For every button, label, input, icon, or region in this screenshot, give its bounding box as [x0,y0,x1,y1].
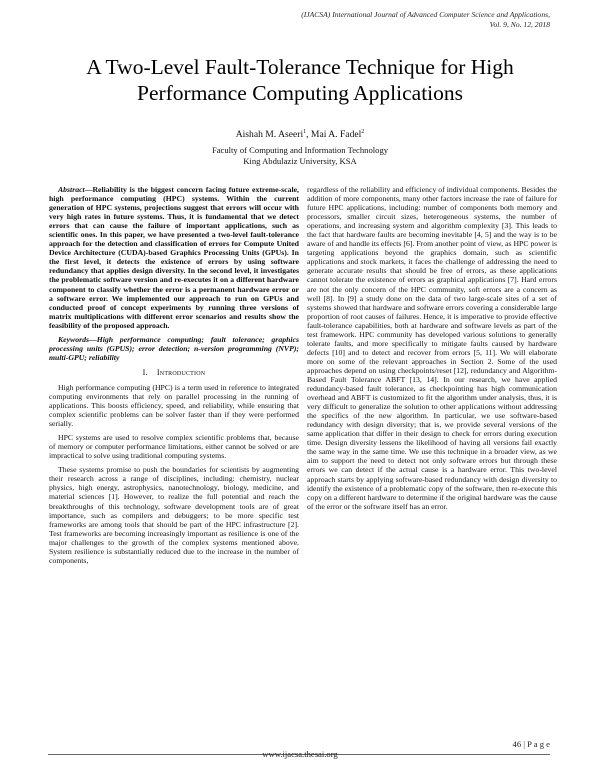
journal-header-line2: Vol. 9, No. 12, 2018 [489,20,550,29]
page-number: 46 [512,739,522,749]
author-list [100,129,500,141]
journal-header-line1: (IJACSA) International Journal of Advanced Computer Science and Applications, [301,10,550,19]
page-separator: | [521,739,528,749]
journal-url[interactable]: www.ijacsa.thesai.org [262,749,338,759]
section-title: Introduction [156,367,206,377]
author-1: Aishah M. Aseeri [235,129,304,140]
journal-header [150,10,550,30]
author-1-affiliation-mark: 1 [303,128,307,135]
abstract-label: Abstract [58,185,85,194]
abstract-text: Reliability is the biggest concern facing future extreme-scale, high performance computing (HPC) systems. Within the current generation of HPC systems, projections suggest that errors will occur with very high rates in future systems. Thus, it is fundamental that we detect errors that can cause the failure of important applications, such as scientific ones. In this paper, we have presented a two-level fault-tolerance approach for the detection and classification of errors for Compute United Device Architecture (CUDA)-based Graphics Processing Units (GPUs). In the first level, it detects the existence of errors by using software redundancy that applies design diversity. In the second level, it investigates the problematic software version and re-executes it on a different hardware component to classify whether the error is a permanent hardware error or a software error. We implemented our approach to run on GPUs and conducted proof of concept experiments by running three versions of matrix multiplications with different error scenarios and results show the feasibility of the proposed approach. [49,185,299,330]
page-number-label [450,739,550,749]
right-column [307,185,557,516]
keywords-text: High performance computing; fault tolerance; graphics processing units (GPUS); error detection; n-version programming (NVP); multi-GPU; reliability [49,334,299,362]
abstract-dash: — [84,185,93,194]
affiliation [100,145,500,167]
paper-title [40,54,560,106]
author-separator: , [306,129,311,140]
intro-paragraph-continued: regardless of the reliability and efficiency of individual components. Besides the addition of more components, many other factors increase the rate of failure for future HPC applications, including: number of components both memory and processors, smaller circuit sizes, heterogeneous systems, the number of operations, and increasing system and algorithm complexity [3]. This leads to the fact that hardware faults are becoming inevitable [4, 5] and the way is to be aware of and handle its effects [6]. From another point of view, as HPC power is targeting applications beyond the graphics domain, such as scientific applications and stock markets, it faces the challenge of addressing the need to generate accurate results that should be free of errors, as these applications cannot tolerate the existence of errors as graphical applications [7]. Hard errors are not the only concern of the HPC community, soft errors are a concern as well [8]. In [9] a study done on the data of two large-scale sites of a set of systems showed that hardware and software errors covering a considerable large proportion of root causes of failures. Hence, it is imperative to provide effective fault-tolerance capabilities, both at hardware and software levels as part of the test framework. HPC community has developed various solutions to generally tolerate faults, and more specifically to mitigate faults caused by hardware defects [10] and to detect and recover from errors [5, 11]. We will elaborate more on some of the relevant approaches in Section 2. Some of the used approaches depend on using checkpoints/reset [12], redundancy and Algorithm-Based Fault Tolerance ABFT [13, 14]. In our research, we have applied redundancy-based fault tolerance, as checkpointing has high communication overhead and ABFT is customized to fit the algorithm under analysis, thus, it is very difficult to generalize the solution to other applications without addressing the specifics of the new algorithm. In particular, we use software-based redundancy with design diversity; that is, we provide several versions of the same application that differ in their design to check for errors during execution time. Design diversity lessens the likelihood of having all versions fail exactly the same way in the same time. We use this technique in a broader view, as we aim to support the need to detect not only software errors but through these errors we can detect if the actual cause is a hardware error. This two-level approach starts by applying software-based redundancy with design diversity to identify the existence of a problematic copy of the software, then re-execute this copy on a different hardware to determine if the original hardware was the cause of the error or the software itself has an error. [307,185,557,511]
affiliation-line1: Faculty of Computing and Information Technology [211,145,389,155]
keywords-dash: — [89,334,97,344]
paper-title-line1: A Two-Level Fault-Tolerance Technique for High [86,55,514,79]
keywords-label: Keywords [58,334,89,344]
keywords [49,335,299,362]
abstract [49,185,299,330]
author-2: Mai A. Fadel [310,129,362,140]
author-2-affiliation-mark: 2 [361,128,365,135]
section-number: I. [142,367,148,377]
section-heading-introduction [49,368,299,377]
affiliation-line2: King Abdulaziz University, KSA [243,156,357,166]
intro-paragraph-2: HPC systems are used to resolve complex scientific problems that, because of memory or computer performance limitations, either cannot be solved or are impractical to solve using traditional computing systems. [49,433,299,461]
paper-title-line2: Performance Computing Applications [136,81,464,105]
left-column [49,185,299,570]
intro-paragraph-3: These systems promise to push the boundaries for scientists by augmenting their research across a range of disciplines, including: chemistry, nuclear physics, high energy, astrophysics, nanotechnology, biology, medicine, and material sciences [1]. However, to realize the full potential and reach the breakthroughs of this technology, software development tools are of great importance, such as compilers and debuggers; to be more specific test frameworks are among tools that should be part of the HPC infrastructure [2]. Test frameworks are becoming increasingly important as resilience is one of the major challenges to the growth of the complex systems mentioned above. System resilience is substantially reduced due to the increase in the number of components, [49,465,299,565]
intro-paragraph-1: High performance computing (HPC) is a term used in reference to integrated computing environments that rely on parallel processing in the running of applications. This boosts efficiency, speed, and reliability, while ensuring that complex scientific problems can be solver faster than if they were performed serially. [49,382,299,429]
page-word: P a g e [527,739,550,749]
